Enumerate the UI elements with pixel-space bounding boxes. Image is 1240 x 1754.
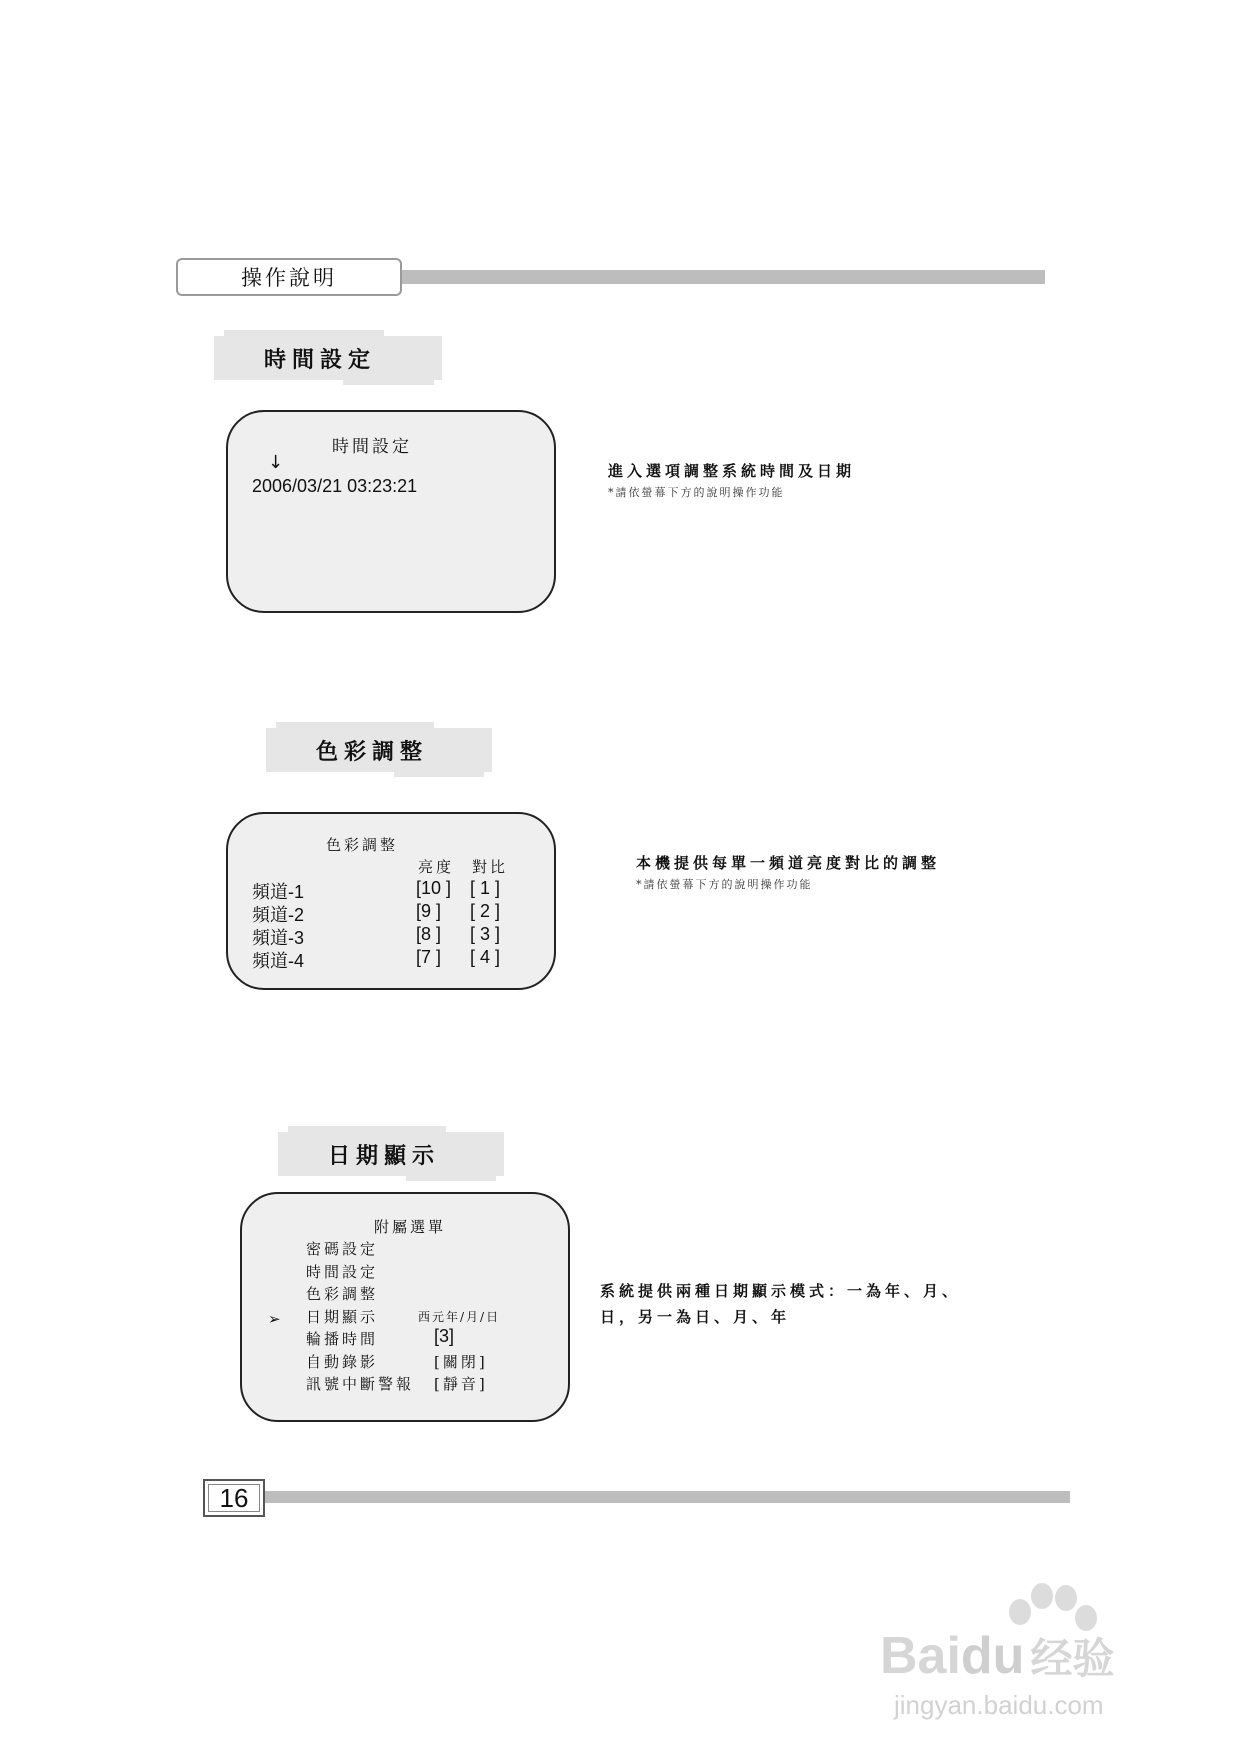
row-label: 頻道-3 — [252, 928, 305, 948]
row-contrast: [ 4 ] — [470, 947, 501, 967]
menu-item-label: 時間設定 — [306, 1262, 379, 1281]
section-time-title: 時間設定 — [264, 346, 377, 373]
time-datetime: 2006/03/21 03:23:21 — [252, 476, 418, 496]
section-color-title: 色彩調整 — [316, 738, 429, 765]
header-bar — [402, 270, 1045, 284]
date-screen — [240, 1192, 570, 1422]
section-date-banner — [278, 1132, 504, 1176]
row-brightness: [9 ] — [416, 901, 442, 921]
menu-item-auto-record[interactable] — [306, 1351, 556, 1374]
page-number-box — [203, 1479, 265, 1517]
watermark-cn: 经验 — [1030, 1635, 1115, 1682]
color-desc-main: 本機提供每單一頻道亮度對比的調整 — [636, 854, 941, 872]
menu-item-value: [靜音] — [434, 1375, 488, 1393]
section-time-banner — [214, 336, 442, 380]
watermark-url: jingyan.baidu.com — [894, 1690, 1104, 1720]
page-number: 16 — [219, 1482, 249, 1513]
row-brightness: [8 ] — [416, 924, 442, 944]
menu-item-signal-alarm[interactable] — [306, 1373, 556, 1396]
down-arrow-icon: ↓ — [268, 452, 284, 473]
baidu-watermark — [880, 1580, 1180, 1730]
col-contrast: 對比 — [472, 858, 509, 876]
table-row — [252, 947, 542, 970]
footer-bar — [265, 1491, 1070, 1503]
menu-item-value: 西元年/月/日 — [418, 1309, 501, 1324]
time-screen-title: 時間設定 — [332, 437, 412, 457]
menu-item-date-display[interactable] — [306, 1306, 556, 1329]
menu-item-value: [關閉] — [434, 1352, 488, 1371]
date-menu — [306, 1238, 556, 1396]
color-desc-note: *請依螢幕下方的說明操作功能 — [636, 878, 813, 891]
color-rows — [252, 878, 542, 970]
date-screen-title: 附屬選單 — [374, 1218, 447, 1236]
table-row — [252, 924, 542, 947]
menu-item-cycle-time[interactable] — [306, 1328, 556, 1351]
date-desc-line2: 日，另一為日、月、年 — [600, 1308, 791, 1326]
menu-item-time[interactable] — [306, 1261, 556, 1284]
section-color-banner — [266, 728, 492, 772]
menu-pointer-icon: ➢ — [268, 1310, 281, 1328]
section-date-title: 日期顯示 — [328, 1142, 441, 1169]
time-desc-note: *請依螢幕下方的說明操作功能 — [608, 486, 785, 499]
menu-item-label: 訊號中斷警報 — [306, 1375, 415, 1393]
row-contrast: [ 1 ] — [470, 878, 501, 898]
menu-item-value: [3] — [434, 1326, 455, 1346]
row-brightness: [7 ] — [416, 947, 442, 967]
date-desc-line1: 系統提供兩種日期顯示模式：一為年、月、 — [600, 1282, 962, 1300]
header-title: 操作說明 — [241, 266, 337, 290]
menu-item-label: 密碼設定 — [306, 1240, 379, 1258]
row-contrast: [ 2 ] — [470, 901, 501, 921]
menu-item-label: 輪播時間 — [306, 1330, 379, 1348]
color-screen — [226, 812, 556, 990]
col-brightness: 亮度 — [418, 858, 455, 876]
row-contrast: [ 3 ] — [470, 924, 501, 944]
header-tab — [176, 258, 402, 296]
color-screen-title: 色彩調整 — [326, 836, 399, 854]
time-screen — [226, 410, 556, 613]
watermark-brand: Bai — [880, 1627, 961, 1685]
time-desc-main: 進入選項調整系統時間及日期 — [608, 462, 856, 480]
table-row — [252, 878, 542, 901]
row-brightness: [10 ] — [416, 878, 452, 898]
menu-item-password[interactable] — [306, 1238, 556, 1261]
watermark-brand2: du — [960, 1627, 1025, 1685]
row-label: 頻道-4 — [252, 951, 305, 971]
menu-item-label: 自動錄影 — [306, 1352, 379, 1371]
row-label: 頻道-2 — [252, 905, 305, 925]
menu-item-label: 日期顯示 — [306, 1307, 379, 1326]
row-label: 頻道-1 — [252, 882, 305, 902]
menu-item-label: 色彩調整 — [306, 1285, 379, 1303]
table-row — [252, 901, 542, 924]
menu-item-color[interactable] — [306, 1283, 556, 1306]
